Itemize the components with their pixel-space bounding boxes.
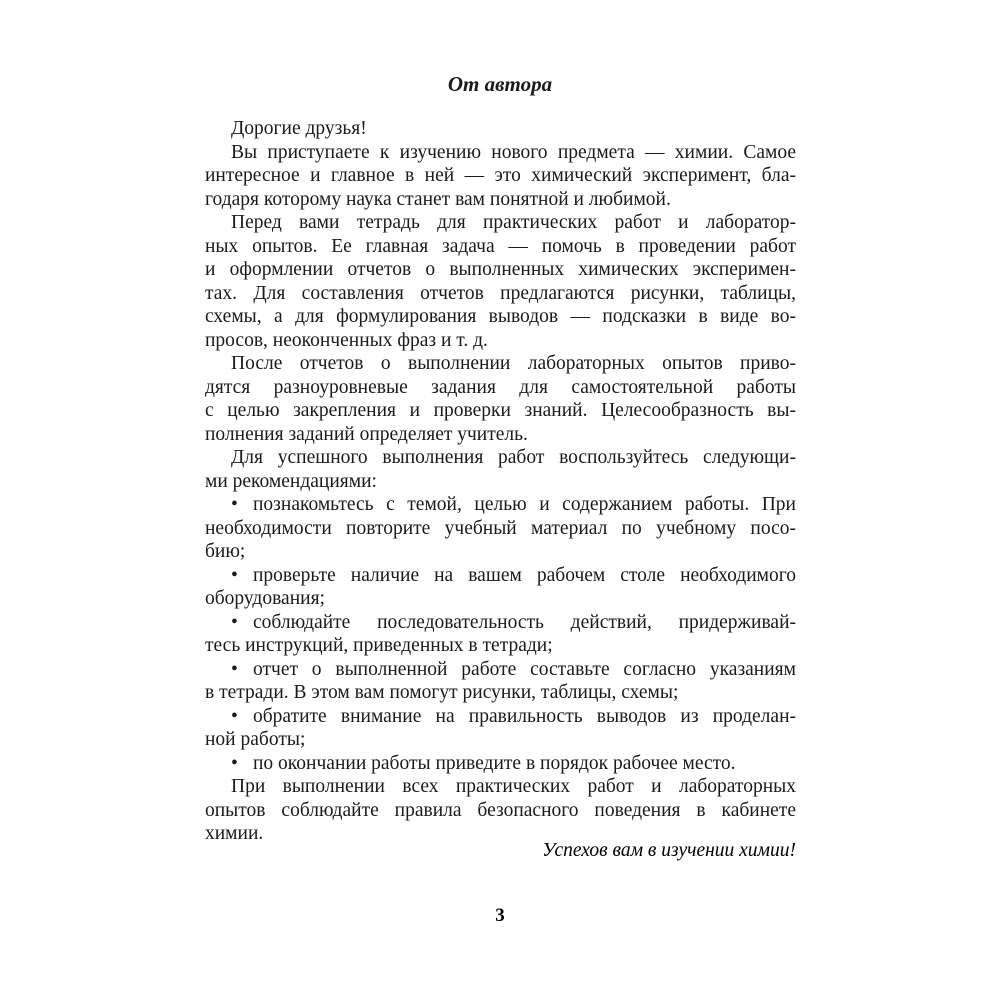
text-line: тесь инструкций, приведенных в тетради; [205, 635, 553, 656]
bullet-icon: • [231, 565, 238, 586]
bullet-item [231, 658, 796, 682]
page-number: 3 [495, 905, 505, 926]
text-line: Перед вами тетрадь для практических работ и лаборатор- [231, 212, 796, 233]
text-line: опытов соблюдайте правила безопасного поведения в кабинете [205, 800, 796, 821]
text-line: интересное и главное в ней — это химический эксперимент, бла- [205, 165, 796, 186]
text-line: Дорогие друзья! [231, 118, 367, 139]
bullet-item [231, 493, 796, 517]
text-line: просов, неоконченных фраз и т. д. [205, 330, 488, 351]
bullet-text: познакомьтесь с темой, целью и содержанием работы. При [253, 494, 796, 515]
bullet-icon: • [231, 753, 238, 774]
bullet-item [231, 752, 796, 776]
bullet-text: соблюдайте последовательность действий, придерживай- [253, 612, 796, 633]
text-line: с целью закрепления и проверки знаний. Целесообразность вы- [205, 400, 796, 421]
text-line: оборудования; [205, 588, 325, 609]
text-line: бию; [205, 541, 246, 562]
text-line: и оформлении отчетов о выполненных химических эксперимен- [205, 259, 796, 280]
bullet-icon: • [231, 612, 238, 633]
bullet-icon: • [231, 659, 238, 680]
bullet-icon: • [231, 494, 238, 515]
text-line: химии. [205, 823, 264, 844]
bullet-item [231, 705, 796, 729]
bullet-item [231, 611, 796, 635]
text-line: ми рекомендациями: [205, 471, 377, 492]
bullet-text: отчет о выполненной работе составьте согласно указаниям [253, 659, 796, 680]
text-line: ной работы; [205, 729, 306, 750]
text-line: полнения заданий определяет учитель. [205, 424, 528, 445]
text-line: дятся разноуровневые задания для самостоятельной работы [205, 377, 796, 398]
bullet-text: обратите внимание на правильность выводов из проделан- [253, 706, 796, 727]
text-line: схемы, а для формулирования выводов — подсказки в виде во- [205, 306, 796, 327]
text-line: Вы приступаете к изучению нового предмета — химии. Самое [231, 142, 796, 163]
bullet-text: проверьте наличие на вашем рабочем столе необходимого [253, 565, 796, 586]
text-line: годаря которому наука станет вам понятной и любимой. [205, 189, 671, 210]
text-line: ных опытов. Ее главная задача — помочь в проведении работ [205, 236, 796, 257]
text-line: тах. Для составления отчетов предлагаются рисунки, таблицы, [205, 283, 796, 304]
text-line: После отчетов о выполнении лабораторных опытов приво- [231, 353, 796, 374]
text-line: в тетради. В этом вам помогут рисунки, таблицы, схемы; [205, 682, 679, 703]
closing-phrase: Успехов вам в изучении химии! [542, 840, 796, 861]
bullet-text: по окончании работы приведите в порядок рабочее место. [253, 753, 736, 774]
text-line: необходимости повторите учебный материал по учебному посо- [205, 518, 796, 539]
text-line: При выполнении всех практических работ и лабораторных [231, 776, 796, 797]
bullet-item [231, 564, 796, 588]
bullet-icon: • [231, 706, 238, 727]
page-title: От автора [447, 72, 553, 96]
text-line: Для успешного выполнения работ воспользуйтесь следующи- [231, 447, 796, 468]
